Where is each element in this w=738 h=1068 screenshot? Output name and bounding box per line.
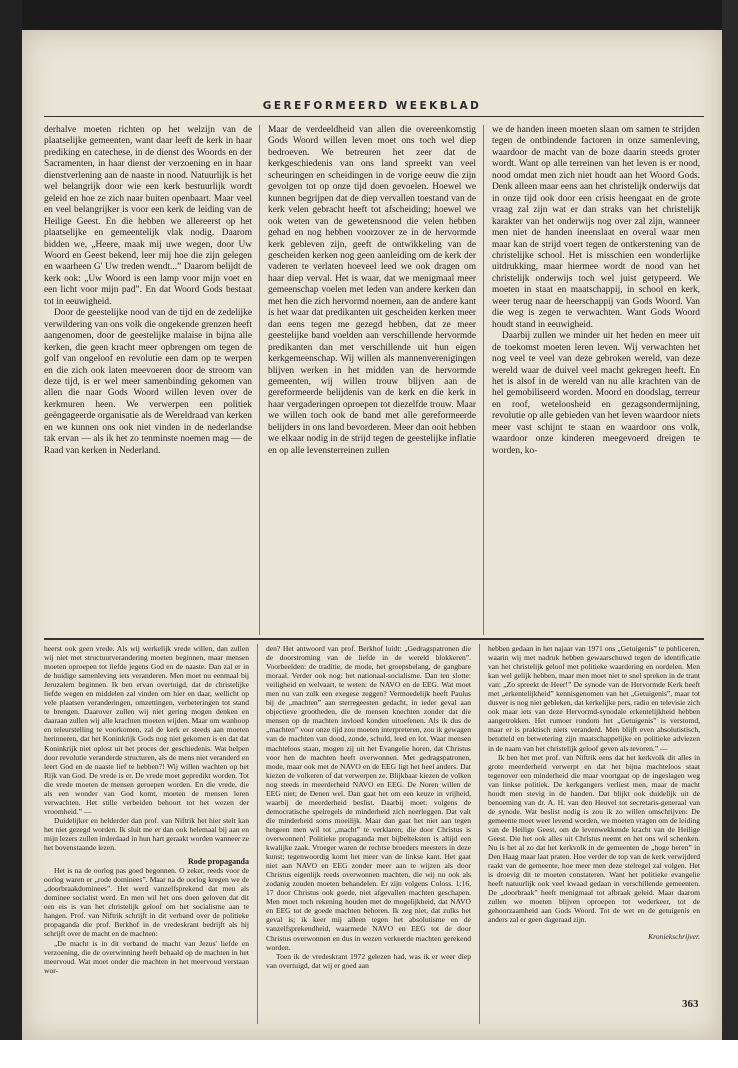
scan-right-border	[722, 0, 738, 1040]
column-separator	[483, 125, 484, 635]
paragraph: we de handen ineen moeten slaan om samen te strijden tegen de ontbindende factoren in onze samenleving, waardoor de macht van de boze daarin steeds groter wordt. Want op alle terreinen van het leven is er nood, nood omdat men zich niet houdt aan het Woord Gods. Denk alleen maar eens aan het christelijk onderwijs dat in onze tijd ook door een crisis heengaat en de grote vraag zal zijn wat er dan straks van het christelijk karakter van het onderwijs nog over zal zijn, wanneer men niet de handen ineenslaat en overal waar men maar kan de strijd voert tegen de ontkerstening van de christelijke school. Het is misschien een wonderlijke uitdrukking, maar hiermee wordt de nood van het christelijk onderwijs toch wel juist getypeerd. We moeten in staat en maatschappij, in school en kerk, weer terug naar de heerschappij van Gods Woord. Van die weg is zegen te verwachten. Want Gods Woord houdt stand in eeuwigheid.	[492, 125, 700, 330]
column-separator	[259, 125, 260, 635]
scan-top-border	[0, 0, 738, 30]
column-separator	[479, 644, 480, 1024]
lower-column-1	[44, 644, 249, 1024]
upper-column-2	[268, 125, 476, 635]
paragraph: heerst ook geen vrede. Als wij werkelijk vrede willen, dan zullen wij niet met structuurverandering moeten beginnen, maar mensen moeten oproepen tot liefde jegens God en de naaste. Dan zal er in de huidige samenleving iets veranderen. Men moet nu eenmaal bij Jeruzalem beginnen. Ik ben ervan overtuigd, dat de christelijke liefde wegen en middelen zal vinden om hier en daar, wellicht op vele plaatsen veranderingen, omzettingen, verbeteringen tot stand te brengen. Daarover zullen wij niet gering mogen denken en daaraan zullen wij alle krachten moeten wijden. Maar om wanhoop en teleurstelling te voorkomen, zal de kerk er steeds aan moeten herinneren, dat het Koninkrijk Gods nog niet gekomen is en dat dat Koninkrijk niet oplost uit het proces der geschiedenis. Wat helpen door revolutie veranderde structuren, als de mens niet veranderd en leert God en de naaste lief te hebben?! Wij willen wachten op het Rijk van God. De vrede is er. De vrede moet gepredikt worden. Tot die vrede moeten de mensen geroepen worden. En die vrede, die als een wonder van God komt, moeten de mensen leren verwachten. Het stille verbeiden behoort tot het wezen der vroomheid.” —	[44, 644, 249, 816]
column-separator	[257, 644, 258, 1024]
upper-column-3	[492, 125, 700, 635]
newspaper-page	[22, 30, 722, 1040]
header-rule	[44, 116, 704, 117]
scan-left-border	[0, 0, 22, 1040]
lower-column-2	[266, 644, 471, 1024]
upper-column-1	[44, 125, 252, 635]
paragraph: „De macht is in dit verband de macht van Jezus' liefde en verzoening, die de overwinning heeft behaald op de machten in het meervoud. Wat moet onder die machten in het meervoud verstaan wor-	[44, 938, 249, 975]
paragraph: Maar de verdeeldheid van allen die overeenkomstig Gods Woord willen leven moet ons toch wel diep bedroeven. We betreuren het zeer dat de kerkgeschiedenis van ons land spreekt van veel scheuringen en scheidingen in de vorige eeuw die zijn gevolgen tot op onze tijd doen gevoelen. Hoewel we kunnen begrijpen dat de diep vervallen toestand van de kerk velen gebracht heeft tot afscheiding; hoewel we ook weten van de gewetensnood die velen hebben gehad en nog hebben voorzover ze in de hervormde kerk gebleven zijn, geeft de ontwikkeling van de gescheiden kerken nog geen aanleiding om de kerk der vaderen te verlaten hoeveel leed we ook dragen om haar diep verval. Het is waar, dat we menigmaal meer gemeenschap voelen met leden van andere kerken dan met hen die zich hervormd noemen, aan de andere kant is het waar dat predikanten uit gescheiden kerken meer dan eens tegen me gezegd hebben, dat ze meer geestelijke band voelden aan verschillende hervormde predikanten dan met verschillende uit hun eigen kerkgemeenschap. Wij willen als mannenverenigingen blijven werken in het midden van de hervormde gemeenten, wij willen trouw blijven aan de gereformeerde belijdenis van de kerk en die kerk in haar vergaderingen oproepen tot diezelfde trouw. Maar we willen toch ook de band met alle gereformeerde belijders in ons land bevorderen. Meer dan ooit hebben we elkaar nodig in de strijd tegen de geestelijke inflatie en op alle levensterreinen zullen	[268, 125, 476, 456]
paragraph: derhalve moeten richten op het welzijn van de plaatselijke gemeenten, want daar leeft de kerk in haar prediking en catechese, in de dienst des Woords en der Sacramenten, in haar dienst der verzoening en in haar dienstverlening aan de naaste in nood. Natuurlijk is het wel belangrijk door wie een kerk bestuurlijk wordt geleid en hoe ze zich naar buiten openbaart. Maar veel en veel belangrijker is voor een kerk de leiding van de Heilige Geest. En die hebben we allereerst op het plaatselijke en gemeentelijk vlak nodig. Daarom bidden we, „Heere, maak mij uwe wegen, door Uw Woord en Geest bekend, leer mij hoe die zijn gelegen en waarheen G' Uw treden wendt...” Daarom belijdt de kerk ook: „Uw Woord is een lamp voor mijn voet en een licht voor mijn pad”. En dat Woord Gods bestaat tot in eeuwigheid.	[44, 125, 252, 307]
paragraph: Ik ben het met prof. van Niftrik eens dat het kerkvolk dit alles in grote meerderheid verwerpt en dat het bijna machteloos staat tegenover een minderheid die maar voortgaat op de ingeslagen weg van linkse politiek. De kerkgangers verliest men, maar de macht houdt men stevig in de handen. Dat blijkt ook duidelijk uit de benoeming van dr. A. H. van den Heuvel tot secretaris-generaal van de synode. Wat beslist nodig is zou ik zo willen omschrijven: De gemeente moet weer levend worden, we moeten vragen om de leiding van de Heilige Geest, om de levenwekkende kracht van de Heilige Geest. Die het ook alles uit Christus neemt en het ons wil schenken. Nu is het al zo dat het kerkvolk in de gemeenten de „hoge heren” in Den Haag maar laat praten. Hoe verder de top van de kerk verwijderd raakt van de gemeente, hoe meer men deze stelregel zal volgen. Het is droevig dit te moeten constateren. Want het politieke evangelie heeft natuurlijk ook veel kwaad gedaan in verschillende gemeenten. De „doorbraak” heeft menigmaal tot afbraak geleid. Maar daarom zullen we moeten blijven oproepen tot wederkeer, tot de gehoorzaamheid aan Gods Woord. Tot de wet en de getuigenis en anders zal er geen dageraad zijn.	[488, 752, 700, 925]
paragraph: Duidelijker en helderder dan prof. van Niftrik het hier stelt kan het niet gezegd worden. Ik sluit me er dan ook helemaal bij aan en mijn lezers zullen inderdaad in hun hart geraakt worden wanneer ze het bovenstaande lezen.	[44, 815, 249, 853]
paragraph: Toen ik de vredeskrant 1972 gelezen had, was ik er weer diep van overtuigd, dat wij er goed aan	[266, 951, 471, 970]
author-signature: Kroniekschrijver.	[648, 932, 700, 942]
paragraph: Het is na de oorlog pas goed begonnen. O zeker, reeds voor de oorlog waren er „rode dominees”. Maar na de oorlog kregen we de „doorbraakdominees”. Het werd vanzelfsprekend dat men als dominee socialist werd. En men wil het ons doen geloven dat dit een eis is van het christelijk geloof om het socialisme aan te hangen. Prof. van Niftrik schrijft in dit verband over de politieke propaganda die prof. Berkhof in de vredeskrant bedrijft als hij schrijft over de macht en de machten:	[44, 866, 249, 939]
section-rule	[44, 638, 704, 640]
page-number: 363	[682, 998, 699, 1010]
paragraph: den? Het antwoord van prof. Berkhof luidt: „Gedragspatronen die de doorstroming van de liefde in de wereld blokkeren”. Voorbeelden: de traditie, de mode, het groepsbelang, de gangbare moraal. Verder ook nog: het nationaal-socialisme. Dan ten slotte: veiligheid en welvaart, te weten: de NAVO en de EEG. Wat moet men nu van zulk een exegese zeggen? Vermoedelijk heeft Paulus bij de „machten” aan sterregeesten gedacht, in ieder geval aan objectieve grootheden, die de mensen knechten zonder dat die mensen op de machten invloed konden uitoefenen. Als ik dus de „machten” voor onze tijd zou moeten interpreteren, zou ik gewagen van de machten van dood, zonde, schuld, leed en lot. Waar mensen machteloos staan, mogen zij uit het Evangelie horen, dat Christus voor hen de machten heeft overwonnen. Met gedragspatronen, mode, maar ook met de NAVO en de EEG ligt het heel anders. Dat kiezen de volkeren of dat verwerpen ze. Blijkbaar kiezen de volken nog steeds in meerderheid NAVO en EEG. De Noren willen de EEG niet; de Denen wel. Dan gaat het om een keuze in vrijheid, waarbij de meerderheid beslist. Daarbij moet: volgens de democratische spelregels de minderheid zich neerleggen. Dat valt die minderheid soms moeilijk. Maar dan gaat het niet aan tegen hetgeen men wil tot „macht” te verklaren, die door Christus is overwonnen! Politieke propaganda met bijbelteksten is altijd een kwalijke zaak. Vroeger waren de rechtse broeders meesters in deze kunst; tegenwoordig komt het meer van de linkse kant. Het gaat niet aan NAVO en EEG zonder meer aan te wijzen als door Christus eigenlijk reeds overwonnen machten, die wij nu ook als zodanig zouden moeten behandelen. Er zijn volgens Coloss. 1:16, 17 door Christus ook goede, niet afgevallen machten geschapen. Men moet toch rekening houden met de mogelijkheid, dat NAVO en EEG tot de goede machten behoren. Ik zeg niet, dat zulks het geval is; ik keer mij alleen tegen het absolutisme en de vanzelfsprekendheid, waarmede NAVO en EEG tot de door Christus overwonnen en dus in wezen verkeerde machten gerekend worden.	[266, 644, 471, 952]
paragraph: hebben gedaan in het najaar van 1971 ons „Getuigenis” te publiceren, waarin wij met nadruk hebben gewaarschuwd tegen de identificatie van het christelijk geloof met politieke waardering en oordelen. Men kan wel gelijk hebben, maar men moet niet te snel spreken in de trant van: „Zo spreekt de Heer!” De synode van de Hervormde Kerk heeft met „erkentelijkheid” kennisgenomen van het „Getuigenis”, maar tot dusver is nog niet gebleken, dat kerkelijke pers, radio en televisie zich ook maar iets van deze Hervormd-synodale erkentelijkheid hebben aangetrokken. Het rumoer rondom het „Getuigenis” is verstomd, maar er is praktisch niets veranderd. Men blijft even absolutistisch, betutteld en betwetering zijn maatschappelijke en politieke adviezen in de naam van het christelijk geloof geven als tevoren.” —	[488, 644, 700, 753]
running-title: GEREFORMEERD WEEKBLAD	[262, 100, 482, 112]
section-subheading: Rode propaganda	[188, 857, 249, 867]
lower-column-3	[488, 644, 700, 1024]
paragraph: Door de geestelijke nood van de tijd en de zedelijke verwildering van ons volk die ongekende grenzen heeft aangenomen, door de geestelijke malaise in bijna alle kerken, die geen kracht meer opbrengen om tegen de golf van ongeloof en revolutie een dam op te werpen en die zich ook laten meevoeren door de stroom van deze tijd, is er wel meer samenbinding gekomen van allen die naar Gods Woord willen leven over de kerkmuren heen. We verwerpen een politiek geëngageerde organisatie als de Wereldraad van kerken en we kunnen ons ook niet vinden in de nederlandse tak ervan — als ik het zo tenminste noemen mag — de Raad van kerken in Nederland.	[44, 308, 252, 456]
paragraph: Daarbij zullen we minder uit het heden en meer uit de toekomst moeten leren leven. Wij verwachten het nog veel te veel van deze gebroken wereld, van deze wereld waar de duivel veel macht gekregen heeft. En het is alsof in de wereld van nu alle krachten van de hel gemobiliseerd worden. Moord en doodslag, terreur en roof, weteloosheid en gezagsondermijning, revolutie op alle gebieden van het leven waardoor niets meer vast schijnt te staan en waardoor ons volk, waardoor onze kinderen meegevoerd dreigen te worden, ko-	[492, 331, 700, 456]
